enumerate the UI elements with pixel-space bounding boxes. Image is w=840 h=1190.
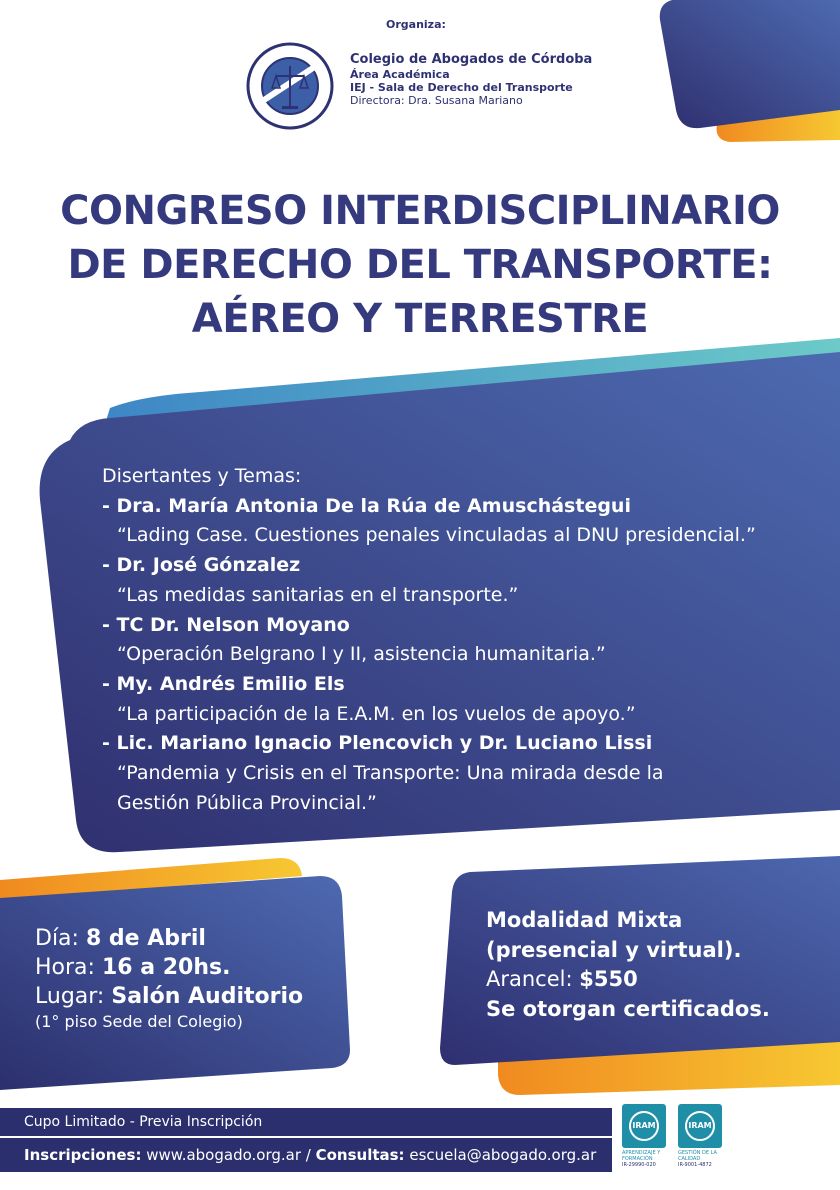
org-area: Área Académica [350, 68, 450, 81]
title-line-2: DE DERECHO DEL TRANSPORTE: [67, 242, 773, 288]
speaker-topic: “Lading Case. Cuestiones penales vinculadas al DNU presidencial.” [117, 524, 756, 547]
day-label: Día: [35, 926, 79, 951]
speaker-name: - Lic. Mariano Ignacio Plencovich y Dr. Luciano Lissi [102, 732, 653, 755]
speaker-name: - My. Andrés Emilio Els [102, 672, 345, 695]
cert-code: IR-9001-4872 [678, 1162, 712, 1168]
speakers-list [102, 462, 756, 818]
iram-logo-icon: IRAM [678, 1104, 722, 1148]
iram-logo-icon: IRAM [622, 1104, 666, 1148]
place-value: Salón Auditorio [111, 984, 304, 1009]
fee-label: Arancel: [486, 967, 573, 992]
registration-line [24, 1146, 596, 1164]
separator: / [301, 1146, 316, 1164]
speaker-name: - Dra. María Antonia De la Rúa de Amuschástegui [102, 494, 631, 517]
inscripciones-link[interactable]: www.abogado.org.ar [146, 1146, 301, 1164]
event-time [35, 953, 303, 982]
speaker-topic: “La participación de la E.A.M. en los vuelos de apoyo.” [117, 702, 636, 725]
event-place [35, 982, 303, 1011]
modality-line-1: Modalidad Mixta [486, 908, 683, 932]
place-detail: (1° piso Sede del Colegio) [35, 1012, 243, 1031]
consultas-email-link[interactable]: escuela@abogado.org.ar [409, 1146, 597, 1164]
speakers-heading: Disertantes y Temas: [102, 465, 302, 487]
speaker-topic: “Operación Belgrano I y II, asistencia humanitaria.” [117, 643, 606, 666]
title-line-3: AÉREO Y TERRESTRE [191, 296, 649, 342]
iram-cert-badge [678, 1104, 722, 1168]
speaker-name: - Dr. José Gónzalez [102, 554, 301, 577]
org-name: Colegio de Abogados de Córdoba [350, 52, 593, 67]
day-value: 8 de Abril [85, 926, 206, 951]
certificates-note: Se otorgan certificados. [486, 996, 770, 1021]
title-line-1: CONGRESO INTERDISCIPLINARIO [60, 188, 780, 234]
place-label: Lugar: [35, 984, 105, 1009]
congress-title [0, 184, 840, 346]
consultas-label: Consultas: [315, 1146, 405, 1164]
fee [486, 965, 770, 995]
time-value: 16 a 20hs. [101, 955, 231, 980]
cert-caption: APRENDIZAJE Y FORMACIÓN [622, 1150, 661, 1162]
org-director: Directora: Dra. Susana Mariano [350, 94, 523, 107]
event-details [35, 924, 303, 1033]
speaker-topic: “Las medidas sanitarias en el transporte.” [117, 583, 519, 606]
cert-code: IR-29990-020 [622, 1162, 656, 1168]
fee-value: $550 [579, 967, 638, 992]
time-label: Hora: [35, 955, 95, 980]
colegio-abogados-logo [246, 42, 334, 130]
cert-caption: GESTIÓN DE LA CALIDAD [678, 1150, 717, 1162]
modality-line-2: (presencial y virtual). [486, 937, 742, 962]
organiza-label: Organiza: [386, 18, 446, 31]
speaker-topic-continued: Gestión Pública Provincial.” [117, 791, 377, 814]
event-day [35, 924, 303, 953]
speaker-topic: “Pandemia y Crisis en el Transporte: Una mirada desde la [117, 762, 664, 785]
modality-details [486, 906, 770, 1024]
iram-cert-badge [622, 1104, 666, 1168]
org-iej: IEJ - Sala de Derecho del Transporte [350, 81, 573, 94]
inscripciones-label: Inscripciones: [24, 1146, 142, 1164]
speaker-name: - TC Dr. Nelson Moyano [102, 613, 350, 636]
cupo-limitado-text: Cupo Limitado - Previa Inscripción [24, 1114, 263, 1130]
top-right-blue-shape [660, 0, 840, 128]
